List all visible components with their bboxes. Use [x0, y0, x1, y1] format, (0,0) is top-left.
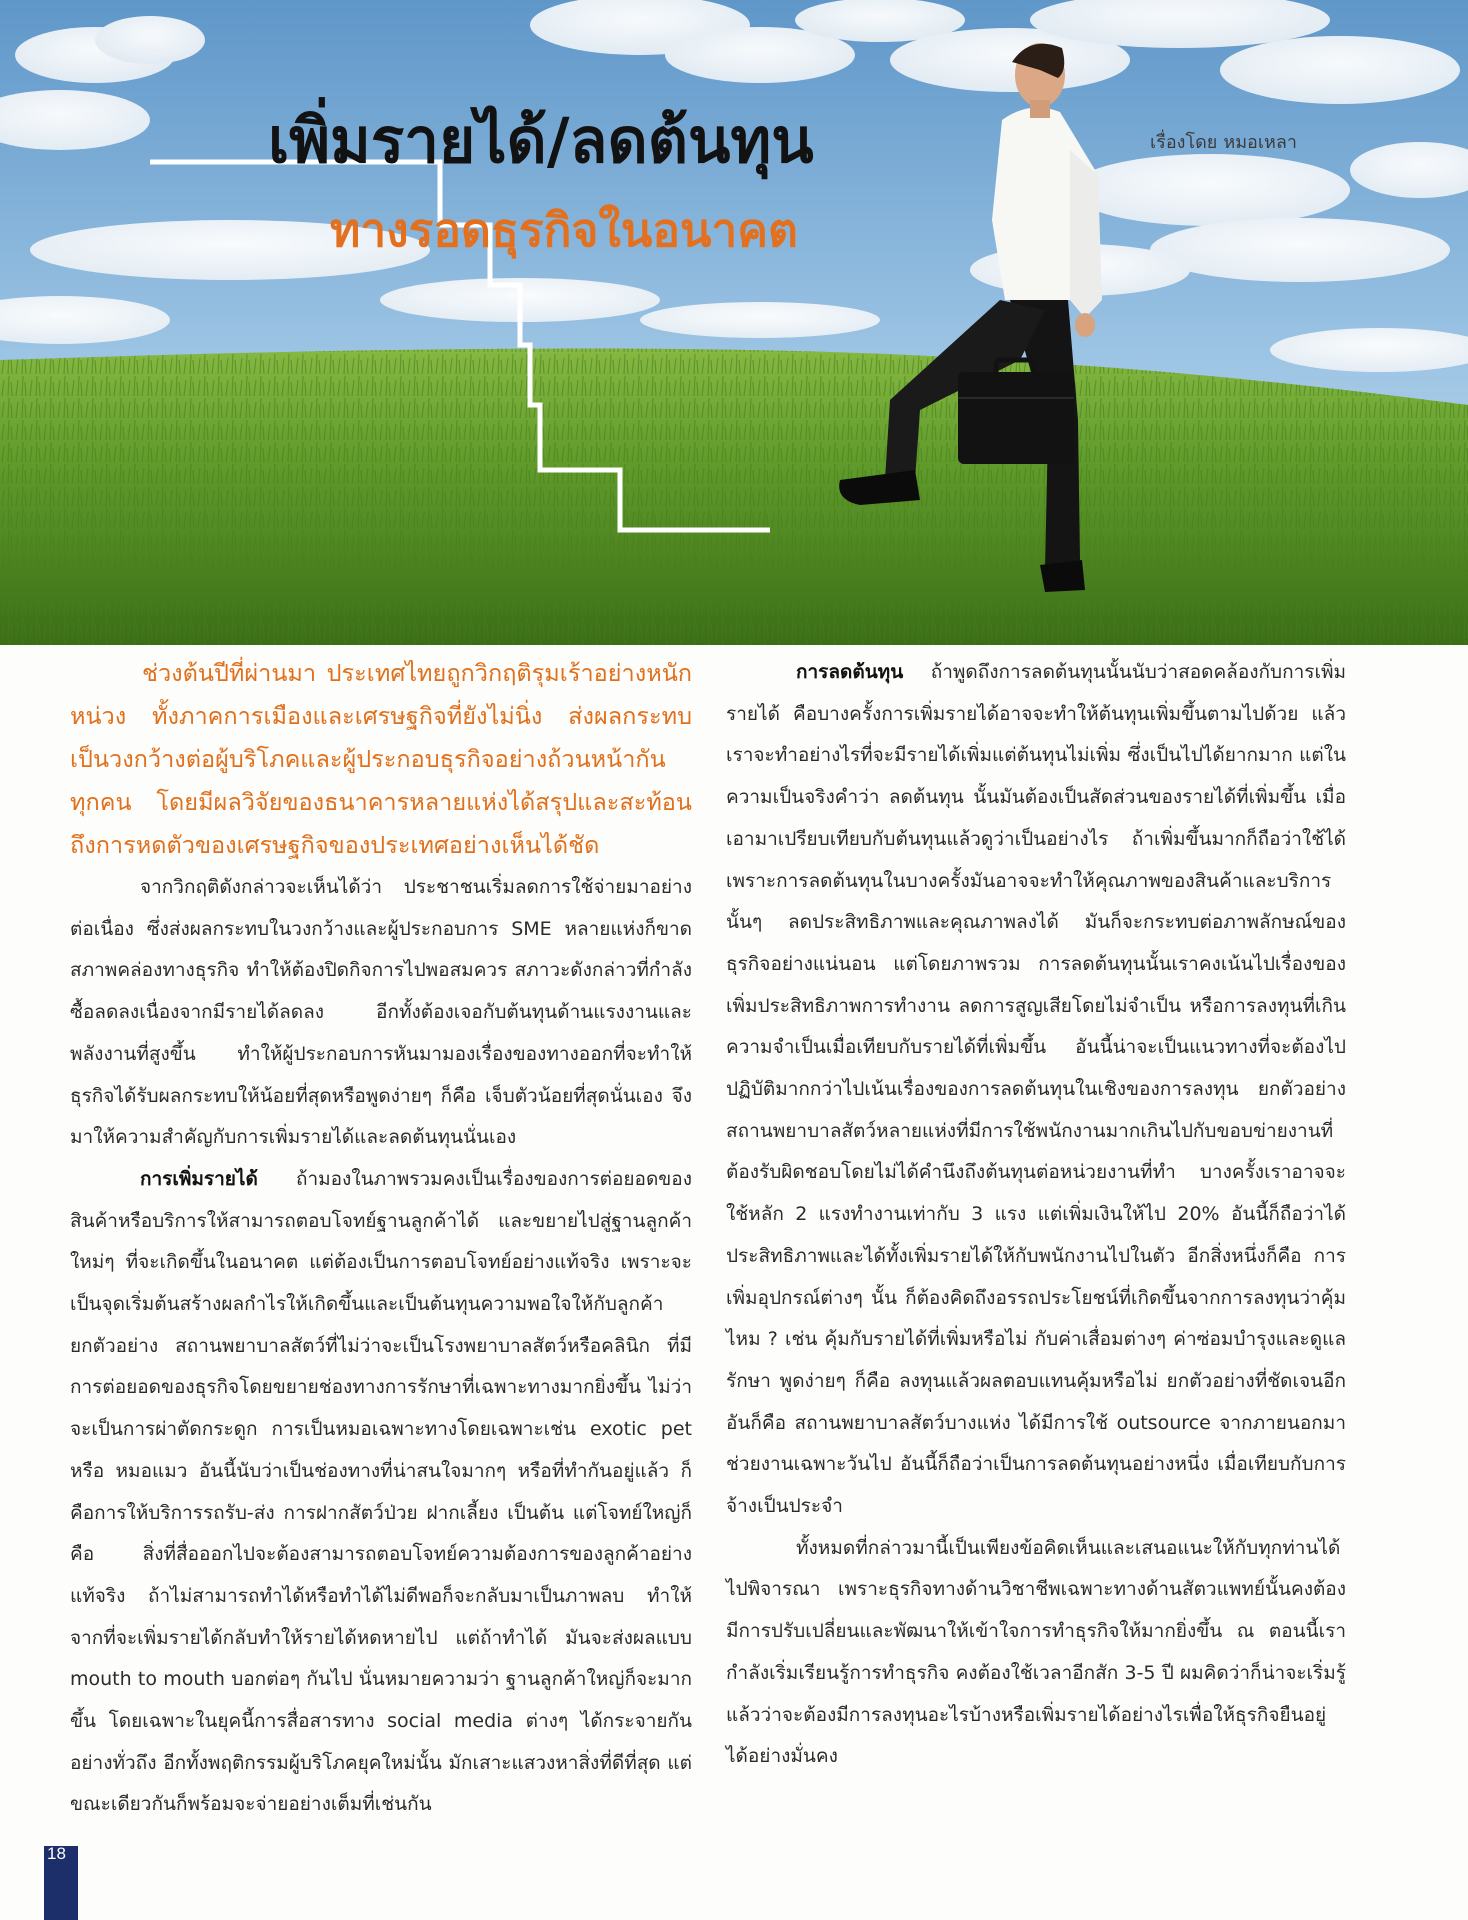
article-subtitle: ทางรอดธุรกิจในอนาคต: [330, 203, 798, 257]
increase-revenue-text: ถ้ามองในภาพรวมคงเป็นเรื่องของการต่อยอดของสินค้าหรือบริการให้สามารถตอบโจทย์ฐานลูกค้าได้ และขยายไปสู่ฐานลูกค้าใหม่ๆ ที่จะเกิดขึ้นในอนาคต แต่ต้องเป็นการตอบโจทย์อย่างแท้จริง เพราะจะเป็นจุดเริ่มต้นสร้างผลกำไรให้เกิดขึ้นและเป็นต้นทุนความพอใจให้กับลูกค้า ยกตัวอย่าง สถานพยาบาลสัตว์ที่ไม่ว่าจะเป็นโรงพยาบาลสัตว์หรือคลินิก ที่มีการต่อยอดของธุรกิจโดยขยายช่องทางการรักษาที่เฉพาะทางมากยิ่งขึ้น ไม่ว่าจะเป็นการผ่าตัดกระดูก การเป็นหมอเฉพาะทางโดยเฉพาะเช่น exotic pet หรือ หมอแมว อันนี้นับว่าเป็นช่องทางที่น่าสนใจมากๆ หรือที่ทำกันอยู่แล้ว ก็คือการให้บริการรถรับ-ส่ง การฝากสัตว์ป่วย ฝากเลี้ยง เป็นต้น แต่โจทย์ใหญ่ก็คือ สิ่งที่สื่อออกไปจะต้องสามารถตอบโจทย์ความต้องการของลูกค้าอย่างแท้จริง ถ้าไม่สามารถทำได้หรือทำได้ไม่ดีพอก็จะกลับมาเป็นภาพลบ ทำให้จากที่จะเพิ่มรายได้กลับทำให้รายได้หดหายไป แต่ถ้าทำได้ มันจะส่งผลแบบ mouth to mouth บอกต่อๆ กันไป นั่นหมายความว่า ฐานลูกค้าใหญ่ก็จะมากขึ้น โดยเฉพาะในยุคนี้การสื่อสารทาง social media ต่างๆ ได้กระจายกันอย่างทั่วถึง อีกทั้งพฤติกรรมผู้บริโภคยุคใหม่นั้น มักเสาะแสวงหาสิ่งที่ดีที่สุด แต่ขณะเดียวกันก็พร้อมจะจ่ายอย่างเต็มที่เช่นกัน: [70, 1167, 692, 1816]
hero-image: [0, 0, 1468, 645]
briefcase-icon: [958, 360, 1074, 464]
grass-texture: [0, 348, 1468, 645]
reduce-cost-paragraph: [726, 652, 1346, 1528]
page-number: 18: [47, 1844, 66, 1863]
increase-revenue-paragraph: [70, 1159, 692, 1826]
increase-revenue-heading: การเพิ่มรายได้: [140, 1167, 258, 1190]
reduce-cost-heading: การลดต้นทุน: [796, 661, 904, 683]
right-column: [726, 652, 1346, 1778]
byline-label: เรื่องโดย: [1150, 132, 1218, 153]
reduce-cost-text: ถ้าพูดถึงการลดต้นทุนนั้นนับว่าสอดคล้องกับการเพิ่มรายได้ คือบางครั้งการเพิ่มรายได้อาจจะทำให้ต้นทุนเพิ่มขึ้นตามไปด้วย แล้วเราจะทำอย่างไรที่จะมีรายได้เพิ่มแต่ต้นทุนไม่เพิ่ม ซึ่งเป็นไปได้ยากมาก แต่ในความเป็นจริงคำว่า ลดต้นทุน นั้นมันต้องเป็นสัดส่วนของรายได้ที่เพิ่มขึ้น เมื่อเอามาเปรียบเทียบกับต้นทุนแล้วดูว่าเป็นอย่างไร ถ้าเพิ่มขึ้นมากก็ถือว่าใช้ได้ เพราะการลดต้นทุนในบางครั้งมันอาจจะทำให้คุณภาพของสินค้าและบริการนั้นๆ ลดประสิทธิภาพและคุณภาพลงได้ มันก็จะกระทบต่อภาพลักษณ์ของธุรกิจอย่างแน่นอน แต่โดยภาพรวม การลดต้นทุนนั้นเราคงเน้นไปเรื่องของเพิ่มประสิทธิภาพการทำงาน ลดการสูญเสียโดยไม่จำเป็น หรือการลงทุนที่เกินความจำเป็นเมื่อเทียบกับรายได้ที่เพิ่มขึ้น อันนี้น่าจะเป็นแนวทางที่จะต้องไปปฏิบัติมากกว่าไปเน้นเรื่องของการลดต้นทุนในเชิงของการลงทุน ยกตัวอย่าง สถานพยาบาลสัตว์หลายแห่งที่มีการใช้พนักงานมากเกินไปกับขอบข่ายงานที่ต้องรับผิดชอบโดยไม่ได้คำนึงถึงต้นทุนต่อหน่วยงานที่ทำ บางครั้งเราอาจจะใช้หลัก 2 แรงทำงานเท่ากับ 3 แรง แต่เพิ่มเงินให้ไป 20% อันนี้ก็ถือว่าได้ประสิทธิภาพและได้ทั้งเพิ่มรายได้ให้กับพนักงานไปในตัว อีกสิ่งหนึ่งก็คือ การเพิ่มอุปกรณ์ต่างๆ นั้น ก็ต้องคิดถึงอรรถประโยชน์ที่เกิดขึ้นจากการลงทุนว่าคุ้มไหม ? เช่น คุ้มกับรายได้ที่เพิ่มหรือไม่ กับค่าเสื่อมต่างๆ ค่าซ่อมบำรุงและดูแลรักษา พูดง่ายๆ ก็คือ ลงทุนแล้วผลตอบแทนคุ้มหรือไม่ ยกตัวอย่างที่ชัดเจนอีกอันก็คือ สถานพยาบาลสัตว์บางแห่ง ได้มีการใช้ outsource จากภายนอกมาช่วยงานเฉพาะวันไป อันนี้ก็ถือว่าเป็นการลดต้นทุนอย่างหนึ่ง เมื่อเทียบกับการจ้างเป็นประจำ: [726, 661, 1346, 1518]
article-title: เพิ่มรายได้/ลดต้นทุน: [268, 104, 814, 177]
author-name: หมอเหลา: [1223, 132, 1298, 153]
left-column: [70, 652, 692, 1826]
hero-illustration: [0, 0, 1468, 645]
conclusion-paragraph: ทั้งหมดที่กล่าวมานี้เป็นเพียงข้อคิดเห็นและเสนอแนะให้กับทุกท่านได้ไปพิจารณา เพราะธุรกิจทางด้านวิชาชีพเฉพาะทางด้านสัตวแพทย์นั้นคงต้องมีการปรับเปลี่ยนและพัฒนาให้เข้าใจการทำธุรกิจให้มากยิ่งขึ้น ณ ตอนนี้เรากำลังเริ่มเรียนรู้การทำธุรกิจ คงต้องใช้เวลาอีกสัก 3-5 ปี ผมคิดว่าก็น่าจะเริ่มรู้แล้วว่าจะต้องมีการลงทุนอะไรบ้างหรือเพิ่มรายได้อย่างไรเพื่อให้ธุรกิจยืนอยู่ได้อย่างมั่นคง: [726, 1536, 1346, 1768]
lede-paragraph: ช่วงต้นปีที่ผ่านมา ประเทศไทยถูกวิกฤติรุมเร้าอย่างหนักหน่วง ทั้งภาคการเมืองและเศรษฐกิจที่ยังไม่นิ่ง ส่งผลกระทบเป็นวงกว้างต่อผู้บริโภคและผู้ประกอบธุรกิจอย่างถ้วนหน้ากันทุกคน โดยมีผลวิจัยของธนาคารหลายแห่งได้สรุปและสะท้อนถึงการหดตัวของเศรษฐกิจของประเทศอย่างเห็นได้ชัด: [70, 659, 692, 859]
byline: [1150, 127, 1350, 156]
intro-paragraph: จากวิกฤติดังกล่าวจะเห็นได้ว่า ประชาชนเริ่มลดการใช้จ่ายมาอย่างต่อเนื่อง ซึ่งส่งผลกระทบในวงกว้างและผู้ประกอบการ SME หลายแห่งก็ขาดสภาพคล่องทางธุรกิจ ทำให้ต้องปิดกิจการไปพอสมควร สภาวะดังกล่าวที่กำลังซื้อลดลงเนื่องจากมีรายได้ลดลง อีกทั้งต้องเจอกับต้นทุนด้านแรงงานและพลังงานที่สูงขึ้น ทำให้ผู้ประกอบการหันมามองเรื่องของทางออกที่จะทำให้ธุรกิจได้รับผลกระทบให้น้อยที่สุดหรือพูดง่ายๆ ก็คือ เจ็บตัวน้อยที่สุดนั่นเอง จึงมาให้ความสำคัญกับการเพิ่มรายได้และลดต้นทุนนั่นเอง: [70, 876, 692, 1149]
